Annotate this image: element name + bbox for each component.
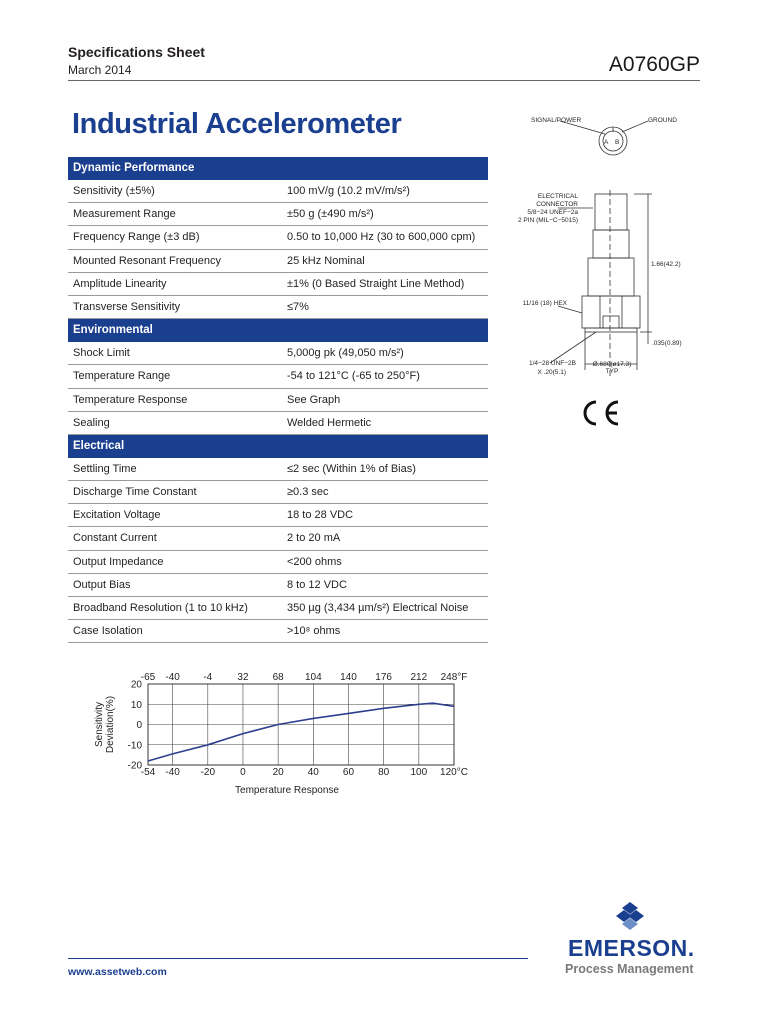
- section-header: Dynamic Performance: [68, 157, 488, 180]
- spec-row: [68, 342, 488, 365]
- x-tick-label-fahrenheit: 104: [304, 672, 322, 683]
- spec-label: Case Isolation: [73, 625, 143, 638]
- diameter-typ-label: TYP: [605, 368, 619, 375]
- spec-row: [68, 481, 488, 504]
- spec-label: Frequency Range (±3 dB): [73, 231, 200, 244]
- x-tick-label-fahrenheit: -4: [203, 672, 213, 683]
- x-tick-label-celsius: 60: [342, 767, 355, 778]
- x-tick-label-fahrenheit: 176: [375, 672, 392, 683]
- connector-label-4: 2 PIN (MIL−C−5015): [518, 217, 578, 224]
- y-tick-label: 10: [130, 699, 142, 711]
- pin-a-label: A: [604, 139, 609, 146]
- dimension-drawing: [500, 108, 715, 388]
- signal-power-label: SIGNAL/POWER: [531, 117, 582, 124]
- spec-value: 18 to 28 VDC: [287, 509, 354, 522]
- spec-row: [68, 620, 488, 643]
- footer-divider: [68, 958, 528, 959]
- spec-value: 100 mV/g (10.2 mV/m/s²): [287, 185, 410, 197]
- connector-label-2: CONNECTOR: [536, 201, 578, 208]
- product-title: Industrial Accelerometer: [72, 108, 402, 140]
- spec-label: Amplitude Linearity: [73, 277, 167, 290]
- spec-row: [68, 180, 488, 203]
- section-header: Electrical: [68, 435, 488, 458]
- x-tick-label-celsius: 20: [272, 767, 284, 778]
- x-tick-label-celsius: 120°C: [440, 767, 468, 778]
- spec-label: Temperature Range: [73, 370, 171, 383]
- y-axis-label-line2: Deviation(%): [105, 695, 116, 754]
- spec-value: >10⁸ ohms: [287, 625, 341, 638]
- thread-label-2: X .20(5.1): [537, 369, 566, 376]
- connector-label-3: 5/8−24 UNEF−2a: [527, 209, 578, 216]
- spec-label: Sensitivity (±5%): [73, 185, 155, 197]
- spec-value: Welded Hermetic: [287, 416, 372, 429]
- spec-value: ≤2 sec (Within 1% of Bias): [287, 462, 416, 475]
- y-tick-label: -10: [127, 740, 142, 752]
- spec-value: ±50 g (±490 m/s²): [287, 208, 374, 221]
- spec-label: Shock Limit: [73, 347, 130, 360]
- spec-label: Measurement Range: [73, 208, 176, 221]
- x-tick-label-fahrenheit: 68: [272, 672, 284, 683]
- spec-label: Temperature Response: [73, 393, 188, 406]
- spec-label: Discharge Time Constant: [73, 486, 197, 499]
- x-tick-label-fahrenheit: 32: [237, 672, 249, 683]
- document-title: Specifications Sheet: [68, 44, 205, 60]
- base-dimension: .035(0.89): [652, 340, 682, 347]
- spec-value: 25 kHz Nominal: [287, 254, 365, 267]
- temperature-response-chart: [86, 666, 486, 801]
- ground-label: GROUND: [648, 117, 677, 124]
- spec-label: Broadband Resolution (1 to 10 kHz): [73, 602, 248, 614]
- spec-label: Transverse Sensitivity: [73, 300, 181, 313]
- x-tick-label-fahrenheit: 248°F: [440, 672, 468, 683]
- spec-label: Excitation Voltage: [73, 509, 161, 522]
- spec-row: [68, 504, 488, 527]
- hex-dimension: 11/16 (18) HEX: [522, 300, 567, 307]
- spec-label: Mounted Resonant Frequency: [73, 254, 221, 267]
- spec-row: [68, 226, 488, 249]
- x-tick-label-fahrenheit: 140: [340, 672, 357, 683]
- spec-row: [68, 574, 488, 597]
- diameter-dimension: Ø.680(ø17.3): [592, 361, 632, 368]
- spec-value: 2 to 20 mA: [287, 532, 341, 545]
- spec-value: 350 µg (3,434 µm/s²) Electrical Noise: [287, 602, 469, 614]
- emerson-logo-icon: [616, 902, 644, 930]
- spec-row: [68, 551, 488, 574]
- y-tick-label: 20: [130, 679, 142, 691]
- x-tick-label-celsius: 40: [307, 767, 319, 778]
- spec-row: [68, 296, 488, 319]
- spec-value: ≤7%: [287, 300, 309, 313]
- spec-label: Output Bias: [73, 578, 131, 591]
- y-axis-label-line1: Sensitivity: [94, 701, 105, 748]
- document-date: March 2014: [68, 63, 132, 77]
- spec-value: 0.50 to 10,000 Hz (30 to 600,000 cpm): [287, 231, 476, 244]
- y-tick-label: -20: [127, 760, 142, 772]
- spec-row: [68, 203, 488, 226]
- spec-label: Settling Time: [73, 462, 137, 475]
- section-header: Environmental: [68, 319, 488, 342]
- spec-value: <200 ohms: [287, 555, 342, 568]
- x-tick-label-celsius: 100: [410, 767, 428, 778]
- thread-label-1: 1/4−28 UNF−2B: [529, 360, 576, 367]
- spec-row: [68, 250, 488, 273]
- brand-name: EMERSON.: [568, 935, 695, 961]
- spec-value: See Graph: [287, 393, 341, 406]
- division-name: Process Management: [565, 962, 694, 976]
- spec-value: -54 to 121°C (-65 to 250°F): [287, 370, 420, 383]
- connector-label-1: ELECTRICAL: [537, 193, 578, 200]
- model-number: A0760GP: [608, 53, 700, 76]
- x-tick-label-celsius: -54: [140, 767, 156, 778]
- spec-value: ±1% (0 Based Straight Line Method): [287, 277, 465, 290]
- x-tick-label-fahrenheit: -65: [140, 672, 156, 683]
- x-tick-label-fahrenheit: -40: [165, 672, 180, 683]
- y-tick-label: 0: [136, 720, 142, 731]
- spec-row: [68, 597, 488, 620]
- header-divider: [68, 80, 700, 81]
- spec-row: [68, 273, 488, 296]
- ce-mark: [577, 398, 621, 428]
- pin-b-label: B: [615, 139, 620, 146]
- specifications-table: [68, 157, 488, 643]
- chart-caption: Temperature Response: [235, 785, 339, 796]
- spec-value: 8 to 12 VDC: [287, 578, 347, 591]
- height-dimension: 1.66(42.2): [651, 261, 681, 268]
- spec-label: Output Impedance: [73, 555, 164, 568]
- spec-row: [68, 527, 488, 550]
- spec-row: [68, 458, 488, 481]
- spec-row: [68, 365, 488, 388]
- x-tick-label-celsius: -20: [200, 767, 216, 778]
- x-tick-label-celsius: 80: [378, 767, 390, 778]
- spec-value: 5,000g pk (49,050 m/s²): [287, 347, 404, 360]
- temperature-response-curve: [148, 703, 454, 761]
- spec-label: Constant Current: [73, 532, 157, 545]
- x-tick-label-celsius: 0: [240, 767, 246, 778]
- x-tick-label-celsius: -40: [165, 767, 180, 778]
- website-link[interactable]: www.assetweb.com: [68, 966, 167, 978]
- spec-row: [68, 412, 488, 435]
- x-tick-label-fahrenheit: 212: [410, 672, 428, 683]
- spec-value: ≥0.3 sec: [287, 486, 329, 499]
- spec-row: [68, 389, 488, 412]
- spec-label: Sealing: [73, 416, 110, 429]
